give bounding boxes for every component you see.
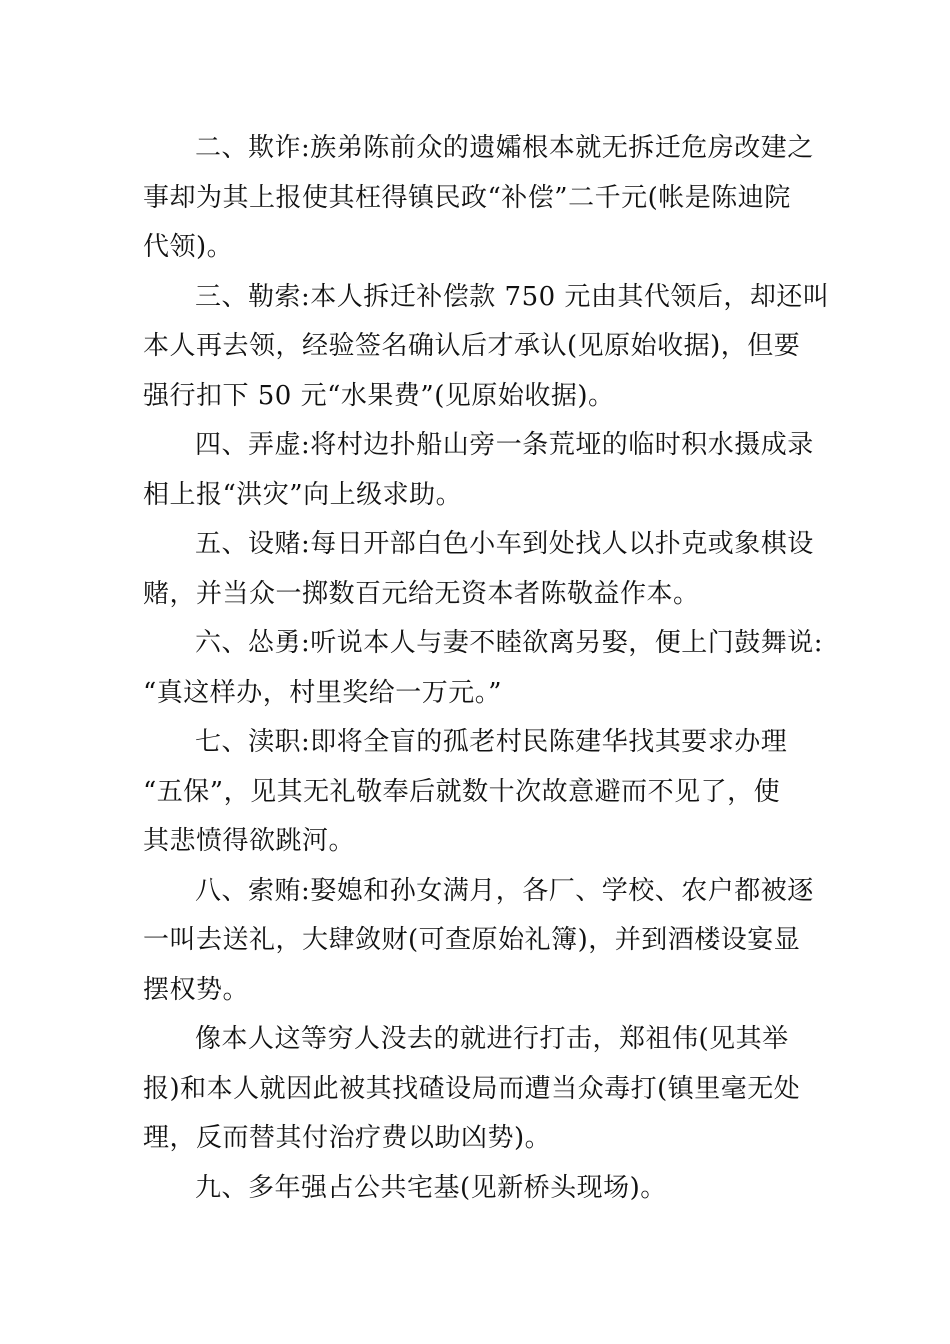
paragraph	[143, 1164, 813, 1214]
text-line: 代领)。	[143, 232, 234, 262]
text-line: 九、多年强占公共宅基(见新桥头现场)。	[195, 1172, 667, 1203]
text-line: 像本人这等穷人没去的就进行打击，郑祖伟(见其举	[195, 1024, 789, 1054]
text-line: 其悲愤得欲跳河。	[143, 826, 356, 856]
paragraph	[143, 1015, 813, 1164]
paragraph	[143, 124, 813, 273]
text-line: 八、索贿:娶媳和孙女满月，各厂、学校、农户都被逐	[195, 875, 814, 906]
paragraph	[143, 421, 813, 520]
paragraph	[143, 273, 830, 422]
text-line: “五保”，见其无礼敬奉后就数十次故意避而不见了，使	[143, 776, 781, 807]
paragraph	[143, 718, 813, 867]
text-line: 事却为其上报使其枉得镇民政“补偿”二千元(帐是陈迪院	[143, 182, 791, 213]
text-line: 六、怂勇:听说本人与妻不睦欲离另娶，便上门鼓舞说:	[195, 628, 824, 658]
text-line: 理，反而替其付治疗费以助凶势)。	[143, 1123, 552, 1153]
text-line: 摆权势。	[143, 974, 250, 1005]
text-line: 五、设赌:每日开部白色小车到处找人以扑克或象棋设	[195, 529, 814, 559]
paragraph	[143, 619, 824, 718]
paragraph	[143, 867, 813, 1016]
text-line: 一叫去送礼，大肆敛财(可查原始礼簿)，并到酒楼设宴显	[143, 925, 801, 955]
text-line: 赌，并当众一掷数百元给无资本者陈敬益作本。	[143, 578, 700, 609]
text-line: 四、弄虚:将村边扑船山旁一条荒垭的临时积水摄成录	[195, 430, 814, 460]
text-line: 三、勒索:本人拆迁补偿款 750 元由其代领后，却还叫	[195, 281, 830, 312]
text-line: 相上报“洪灾”向上级求助。	[143, 479, 463, 510]
text-line: 二、欺诈:族弟陈前众的遗孀根本就无拆迁危房改建之	[195, 133, 814, 163]
text-line: 七、渎职:即将全盲的孤老村民陈建华找其要求办理	[195, 727, 788, 757]
document-body	[143, 124, 830, 1213]
text-line: 本人再去领，经验签名确认后才承认(见原始收据)，但要	[143, 331, 801, 361]
text-line: 强行扣下 50 元“水果费”(见原始收据)。	[143, 380, 615, 411]
text-line: 报)和本人就因此被其找碴设局而遭当众毒打(镇里毫无处	[143, 1073, 801, 1104]
paragraph	[143, 520, 813, 619]
text-line: “真这样办，村里奖给一万元。”	[143, 677, 503, 708]
